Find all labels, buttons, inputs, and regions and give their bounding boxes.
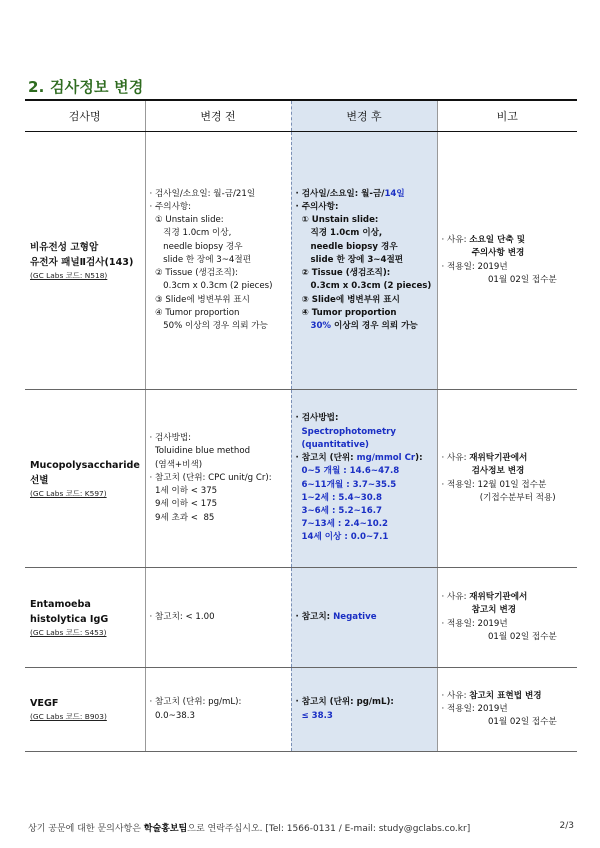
- after-line: [296, 412, 433, 425]
- changed-value: 14세 이상 : 0.0~7.1: [301, 532, 389, 543]
- after-text: · 검사일/소요일: 월-금/: [295, 188, 385, 199]
- remark-reason: 재위탁기관에서: [469, 453, 528, 464]
- after-line: [296, 426, 433, 439]
- changed-value: 14일: [384, 188, 405, 199]
- before-line: ④ Tumor proportion: [149, 307, 240, 318]
- after-text: [296, 321, 311, 331]
- footer-contact: [28, 821, 470, 834]
- test-name-line: histolytica IgG: [30, 613, 109, 625]
- before-line: (염색+비색): [149, 459, 203, 470]
- changed-value: Spectrophotometry: [301, 426, 396, 437]
- remark-reason: 참고치 변경: [471, 605, 517, 616]
- remark-text: · 적용일: 12월 01일 접수분: [441, 479, 547, 490]
- after-text: 0.3cm x 0.3cm (2 pieces): [295, 281, 432, 292]
- remark-line: [442, 465, 574, 478]
- after-line: [296, 254, 433, 267]
- remark-cell: [437, 390, 577, 568]
- after-line: [296, 710, 433, 723]
- remark-line: [442, 604, 574, 617]
- changed-value: mg/mmol Cr: [356, 453, 416, 464]
- before-line: · 참고치: < 1.00: [149, 611, 215, 622]
- changed-value: 6~11개월 : 3.7~35.5: [301, 479, 397, 490]
- header-after: 변경 후: [291, 100, 437, 132]
- after-line: [296, 241, 433, 254]
- before-line: 1세 이하 < 375: [149, 486, 218, 497]
- page-number: 2/3: [559, 821, 574, 831]
- after-line: [296, 307, 433, 320]
- remark-cell: [437, 668, 577, 752]
- change-table: [25, 99, 577, 752]
- changed-value: Negative: [333, 611, 377, 622]
- changed-value: 7~13세 : 2.4~10.2: [301, 519, 388, 530]
- remark-text: [442, 605, 472, 615]
- test-name-line: 선별: [30, 474, 49, 486]
- changed-value: 3~6세 : 5.2~16.7: [301, 505, 382, 516]
- remark-cell: [437, 568, 577, 668]
- before-line: · 검사일/소요일: 월-금/21일: [149, 188, 256, 199]
- before-line: · 참고치 (단위: pg/mL):: [149, 697, 242, 708]
- remark-line: [442, 703, 574, 716]
- test-name-cell: [25, 568, 145, 668]
- before-line: ① Unstain slide:: [149, 215, 224, 226]
- test-name-cell: [25, 390, 145, 568]
- after-text: 이상의 경우 의뢰 가능: [331, 320, 418, 331]
- before-line: 0.3cm x 0.3cm (2 pieces): [149, 281, 273, 292]
- changed-value: 1~2세 : 5.4~30.8: [301, 492, 382, 503]
- before-line: needle biopsy 경우: [149, 241, 243, 252]
- test-name-cell: [25, 132, 145, 390]
- after-text: 직경 1.0cm 이상,: [295, 228, 383, 239]
- remark-text: · 사유:: [441, 235, 470, 246]
- remark-reason: 소요일 단축 및: [469, 235, 525, 246]
- remark-text: (기접수분부터 적용): [441, 492, 556, 503]
- remark-line: [442, 234, 574, 247]
- after-line: [296, 294, 433, 307]
- test-code: (GC Labs 코드: K597): [30, 488, 107, 498]
- after-cell: [291, 132, 437, 390]
- changed-value: (quantitative): [301, 439, 369, 450]
- before-line: 50% 이상의 경우 의뢰 가능: [149, 320, 268, 331]
- after-cell: [291, 568, 437, 668]
- after-line: [296, 267, 433, 280]
- after-text: · 검사방법:: [295, 413, 339, 424]
- header-before: 변경 전: [145, 100, 291, 132]
- after-line: [296, 280, 433, 293]
- after-text: ① Unstain slide:: [295, 215, 379, 226]
- after-text: ② Tissue (생검조직):: [295, 268, 391, 279]
- before-line: ② Tissue (생검조직):: [149, 268, 238, 279]
- changed-value: 30%: [310, 320, 332, 331]
- remark-line: [442, 690, 574, 703]
- remark-line: [442, 492, 574, 505]
- after-text: · 참고치 (단위: pg/mL):: [295, 697, 394, 708]
- table-row: [25, 668, 577, 752]
- remark-line: [442, 631, 574, 644]
- after-text: · 참고치 (단위:: [295, 453, 357, 464]
- after-line: [296, 188, 433, 201]
- before-cell: [145, 132, 291, 390]
- before-line: · 주의사항:: [149, 202, 192, 213]
- remark-text: · 사유:: [441, 690, 470, 701]
- after-line: [296, 320, 433, 333]
- before-cell: [145, 390, 291, 568]
- remark-text: · 적용일: 2019년: [441, 261, 508, 272]
- table-row: [25, 132, 577, 390]
- table-row: [25, 390, 577, 568]
- section-title: 2. 검사정보 변경: [28, 78, 144, 96]
- after-line: [296, 531, 433, 544]
- remark-text: 01월 02일 접수분: [441, 631, 557, 642]
- after-text: needle biopsy 경우: [295, 241, 398, 252]
- before-line: slide 한 장에 3~4절편: [149, 254, 251, 265]
- test-name-line: VEGF: [30, 698, 59, 709]
- test-name-line: 비유전성 고형암: [30, 241, 99, 253]
- after-text: ③ Slide에 병변부위 표시: [295, 294, 400, 305]
- remark-reason: 주의사항 변경: [471, 248, 525, 259]
- changed-value: 0~5 개월 : 14.6~47.8: [301, 466, 400, 477]
- after-line: [296, 611, 433, 624]
- footer-dept: 학술홍보팀: [143, 824, 188, 834]
- after-line: [296, 696, 433, 709]
- after-text: · 주의사항:: [295, 202, 339, 213]
- before-cell: [145, 568, 291, 668]
- remark-line: [442, 452, 574, 465]
- after-text: ④ Tumor proportion: [295, 307, 397, 318]
- remark-text: · 사유:: [441, 453, 470, 464]
- changed-value: ≤ 38.3: [301, 710, 333, 721]
- remark-text: · 적용일: 2019년: [441, 618, 508, 629]
- test-name-cell: [25, 668, 145, 752]
- before-line: 9세 초과 < 85: [149, 512, 215, 523]
- remark-reason: 검사정보 변경: [471, 466, 525, 477]
- after-line: [296, 518, 433, 531]
- test-name-line: 유전자 패널Ⅱ검사(143): [30, 256, 134, 268]
- test-name-line: Entamoeba: [30, 598, 91, 610]
- table-row: [25, 568, 577, 668]
- remark-text: · 사유:: [441, 592, 470, 603]
- table-header-row: [25, 100, 577, 132]
- remark-line: [442, 247, 574, 260]
- after-text: slide 한 장에 3~4절편: [295, 254, 404, 265]
- after-line: [296, 227, 433, 240]
- footer-contact-info: 으로 연락주십시오. [Tel: 1566-0131 / E-mail: study@gclabs.co.kr]: [187, 824, 471, 834]
- header-remark: 비고: [437, 100, 577, 132]
- remark-text: 01월 02일 접수분: [441, 274, 557, 285]
- after-line: [296, 465, 433, 478]
- remark-text: [442, 248, 472, 258]
- test-code: (GC Labs 코드: S453): [30, 627, 107, 637]
- after-line: [296, 492, 433, 505]
- remark-line: [442, 716, 574, 729]
- before-line: · 참고치 (단위: CPC unit/g Cr):: [149, 472, 272, 483]
- before-line: 9세 이하 < 175: [149, 499, 218, 510]
- after-line: [296, 439, 433, 452]
- remark-line: [442, 618, 574, 631]
- remark-text: [442, 466, 472, 476]
- remark-text: · 적용일: 2019년: [441, 703, 508, 714]
- before-line: 0.0~38.3: [149, 710, 195, 721]
- test-name-line: Mucopolysaccharide: [30, 459, 140, 471]
- remark-text: 01월 02일 접수분: [441, 717, 557, 728]
- before-line: Toluidine blue method: [149, 446, 251, 457]
- remark-cell: [437, 132, 577, 390]
- remark-line: [442, 591, 574, 604]
- test-code: (GC Labs 코드: N518): [30, 270, 108, 280]
- after-line: [296, 214, 433, 227]
- test-code: (GC Labs 코드: B903): [30, 712, 107, 721]
- before-line: ③ Slide에 병변부위 표시: [149, 294, 250, 305]
- header-test-name: 검사명: [25, 100, 145, 132]
- remark-line: [442, 479, 574, 492]
- remark-line: [442, 274, 574, 287]
- before-cell: [145, 668, 291, 752]
- after-line: [296, 452, 433, 465]
- after-cell: [291, 668, 437, 752]
- after-cell: [291, 390, 437, 568]
- before-line: 직경 1.0cm 이상,: [149, 228, 232, 239]
- remark-line: [442, 261, 574, 274]
- before-line: · 검사방법:: [149, 433, 192, 444]
- footer-text: 상기 공문에 대한 문의사항은: [28, 824, 144, 834]
- after-line: [296, 505, 433, 518]
- remark-reason: 참고치 표현법 변경: [469, 690, 542, 701]
- after-line: [296, 201, 433, 214]
- after-text: · 참고치:: [295, 611, 334, 622]
- after-text: ):: [415, 453, 423, 464]
- remark-reason: 재위탁기관에서: [469, 592, 528, 603]
- after-line: [296, 479, 433, 492]
